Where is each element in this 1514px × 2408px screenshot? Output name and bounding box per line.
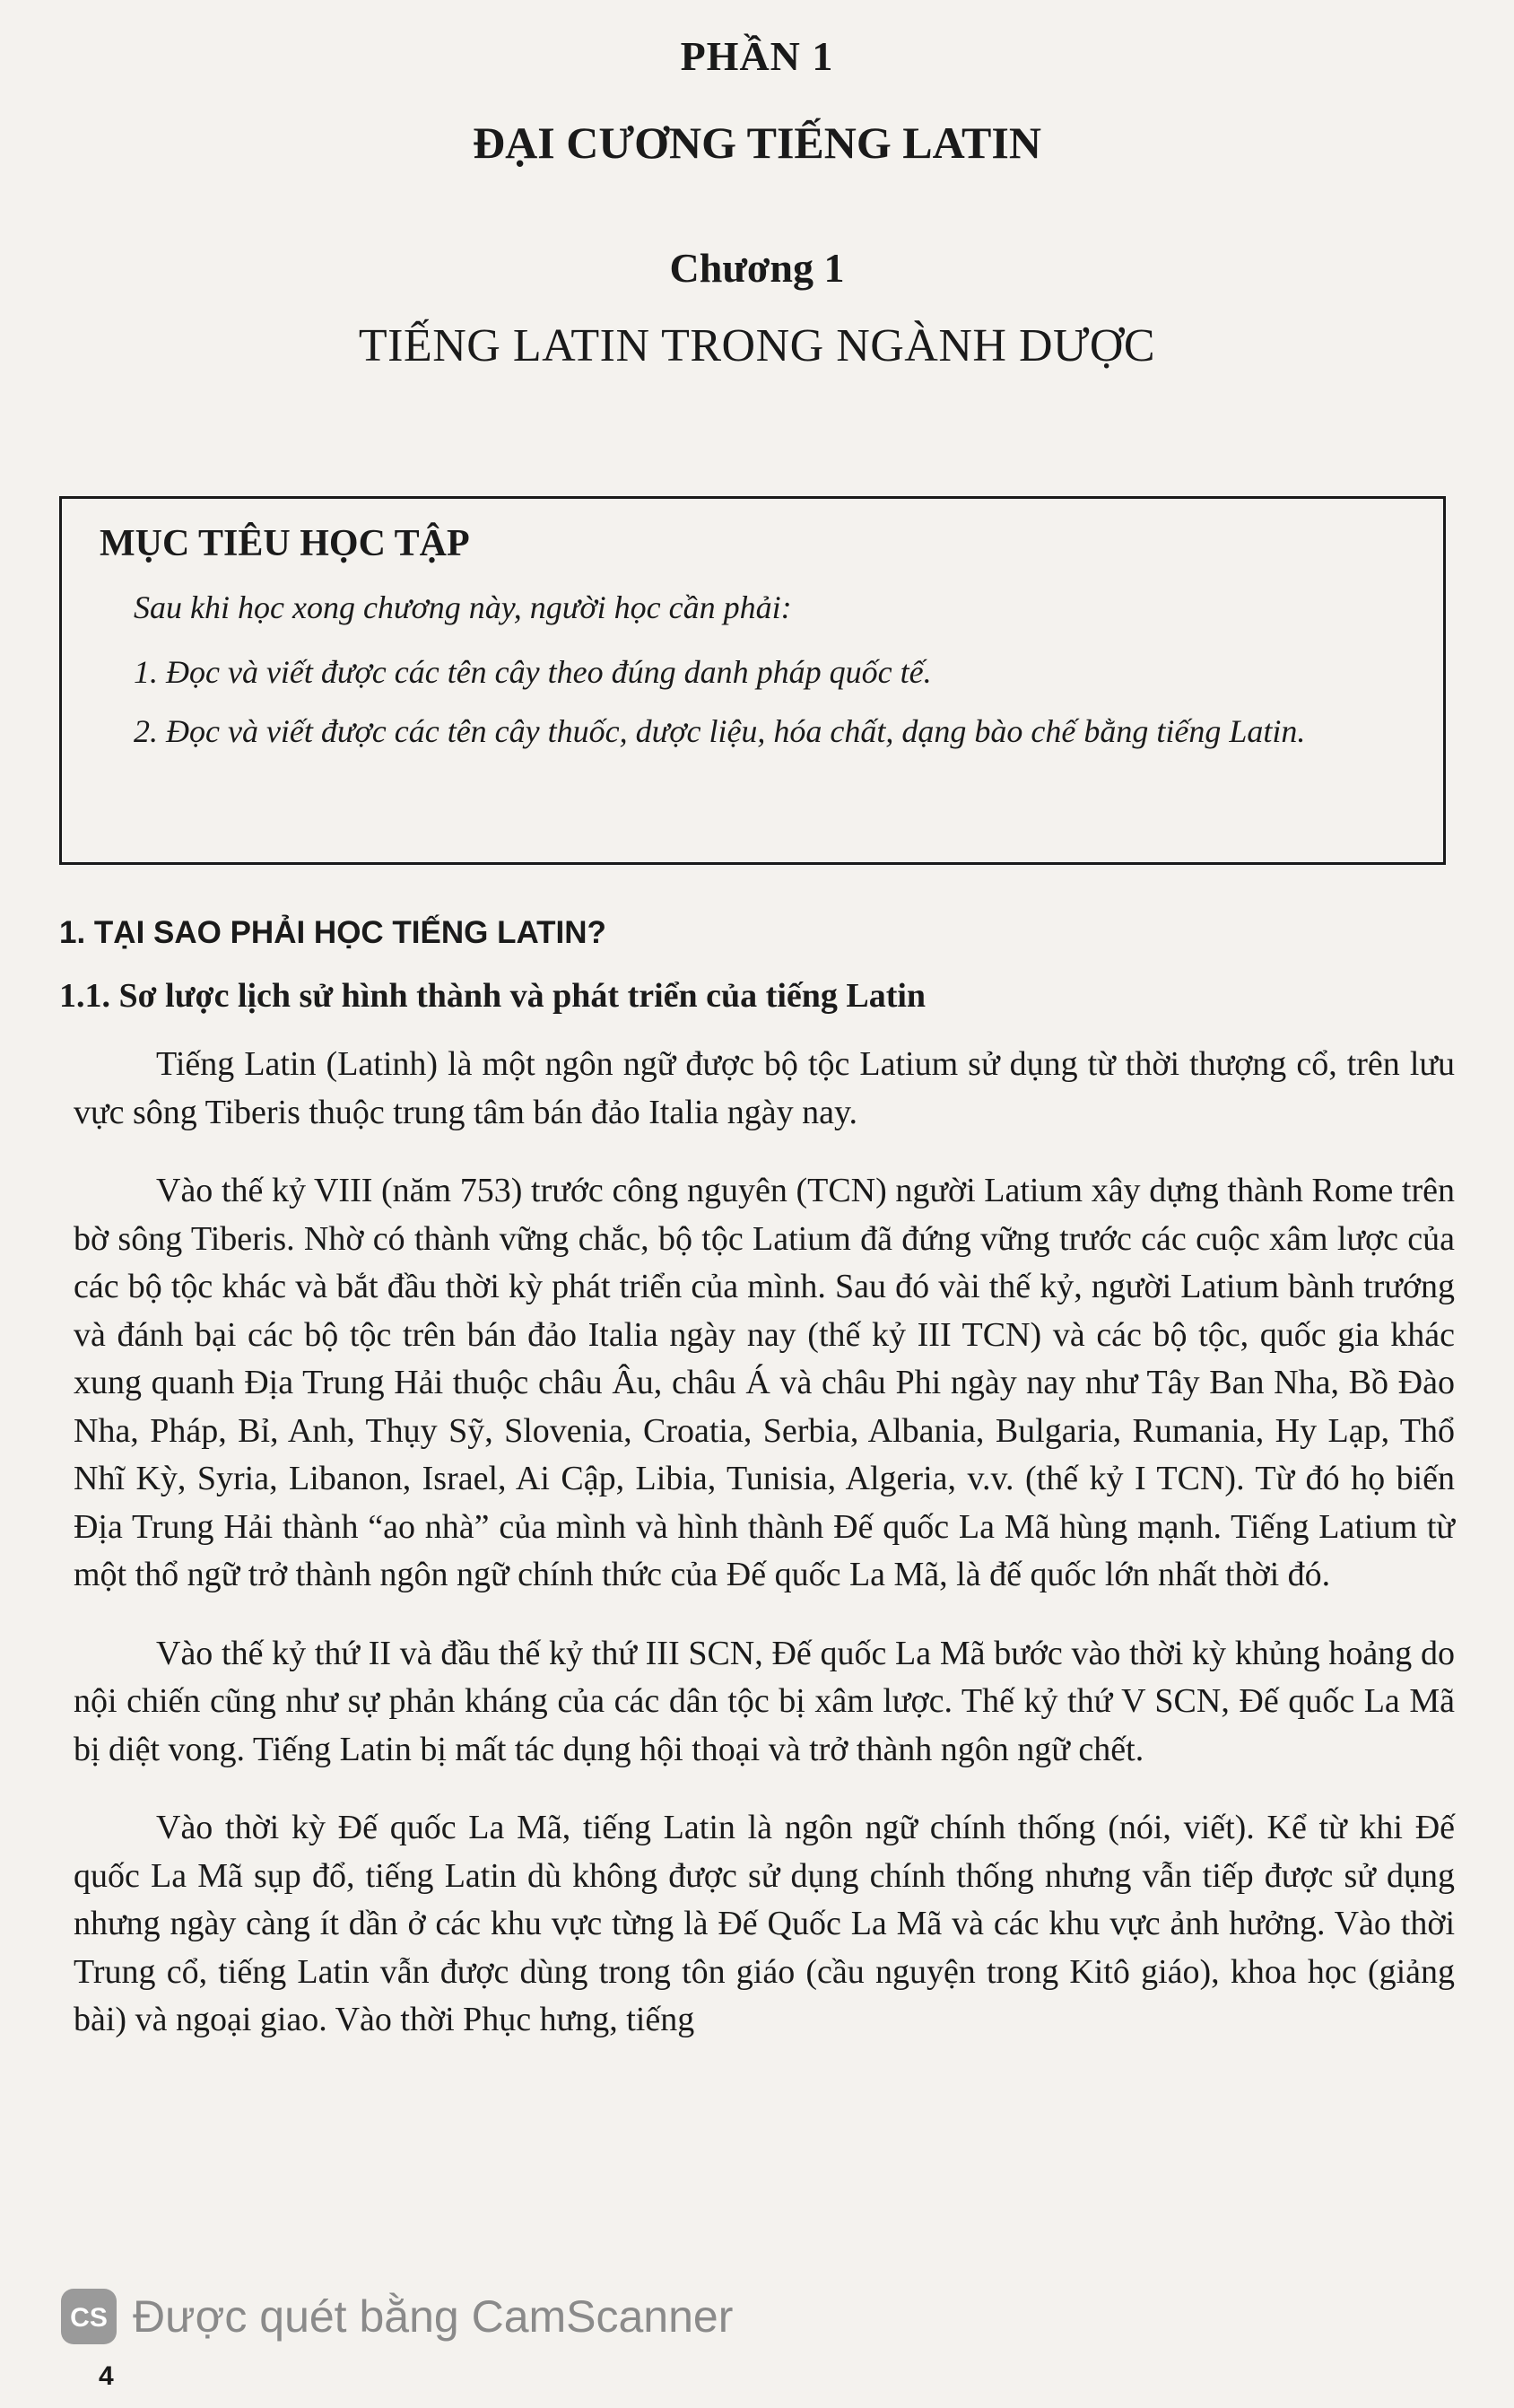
camscanner-logo-icon <box>59 2287 118 2346</box>
paragraph: Vào thời kỳ Đế quốc La Mã, tiếng Latin là ngôn ngữ chính thống (nói, viết). Kể từ khi Đế quốc La Mã sụp đổ, tiếng Latin dù không được sử dụng chính thống nhưng vẫn tiếp được sử dụng nhưng ngày càng ít dần ở các khu vực từng là Đế Quốc La Mã và các khu vực ảnh hưởng. Vào thời Trung cổ, tiếng Latin vẫn được dùng trong tôn giáo (cầu nguyện trong Kitô giáo), khoa học (giảng bài) và ngoại giao. Vào thời Phục hưng, tiếng <box>74 1809 1455 2038</box>
subsection-heading: 1.1. Sơ lược lịch sử hình thành và phát triển của tiếng Latin <box>59 977 927 1015</box>
paragraph: Vào thế kỷ thứ II và đầu thế kỷ thứ III SCN, Đế quốc La Mã bước vào thời kỳ khủng hoảng do nội chiến cũng như sự phản kháng của các dân tộc bị xâm lược. Thế kỷ thứ V SCN, Đế quốc La Mã bị diệt vong. Tiếng Latin bị mất tác dụng hội thoại và trở thành ngôn ngữ chết. <box>74 1634 1455 1768</box>
section-heading: 1. TẠI SAO PHẢI HỌC TIẾNG LATIN? <box>59 915 606 950</box>
learning-objectives-intro: Sau khi học xong chương này, người học cần phải: <box>134 589 792 625</box>
learning-objective-item: 2. Đọc và viết được các tên cây thuốc, dược liệu, hóa chất, dạng bào chế bằng tiếng Latin. <box>134 713 1306 749</box>
camscanner-text: Được quét bằng CamScanner <box>133 2291 734 2342</box>
part-title: ĐẠI CƯƠNG TIẾNG LATIN <box>473 118 1041 168</box>
body-text <box>74 1041 1455 2075</box>
chapter-title: TIẾNG LATIN TRONG NGÀNH DƯỢC <box>358 320 1156 371</box>
camscanner-watermark <box>59 2281 733 2352</box>
paragraph: Vào thế kỷ VIII (năm 753) trước công nguyên (TCN) người Latium xây dựng thành Rome trên bờ sông Tiberis. Nhờ có thành vững chắc, bộ tộc Latium đã đứng vững trước các cuộc xâm lược của các bộ tộc khác và bắt đầu thời kỳ phát triển của mình. Sau đó vài thế kỷ, người Latium bành trướng và đánh bại các bộ tộc trên bán đảo Italia ngày nay (thế kỷ III TCN) và các bộ tộc, quốc gia khác xung quanh Địa Trung Hải thuộc châu Âu, châu Á và châu Phi ngày nay như Tây Ban Nha, Bồ Đào Nha, Pháp, Bỉ, Anh, Thụy Sỹ, Slovenia, Croatia, Serbia, Albania, Bulgaria, Rumania, Hy Lạp, Thổ Nhĩ Kỳ, Syria, Libanon, Israel, Ai Cập, Libia, Tunisia, Algeria, v.v. (thế kỷ I TCN). Từ đó họ biến Địa Trung Hải thành “ao nhà” của mình và hình thành Đế quốc La Mã hùng mạnh. Tiếng Latium từ một thổ ngữ trở thành ngôn ngữ chính thức của Đế quốc La Mã, là đế quốc lớn nhất thời đó. <box>74 1172 1455 1593</box>
learning-objectives-box <box>59 496 1446 865</box>
learning-objectives-heading: MỤC TIÊU HỌC TẬP <box>100 523 470 564</box>
page-number: 4 <box>99 2361 114 2391</box>
camscanner-logo-text: CS <box>70 2303 108 2333</box>
paragraph: Tiếng Latin (Latinh) là một ngôn ngữ được bộ tộc Latium sử dụng từ thời thượng cổ, trên lưu vực sông Tiberis thuộc trung tâm bán đảo Italia ngày nay. <box>74 1045 1455 1131</box>
learning-objective-item: 1. Đọc và viết được các tên cây theo đúng danh pháp quốc tế. <box>134 654 932 690</box>
part-label: PHẦN 1 <box>680 33 834 79</box>
chapter-label: Chương 1 <box>669 245 845 291</box>
